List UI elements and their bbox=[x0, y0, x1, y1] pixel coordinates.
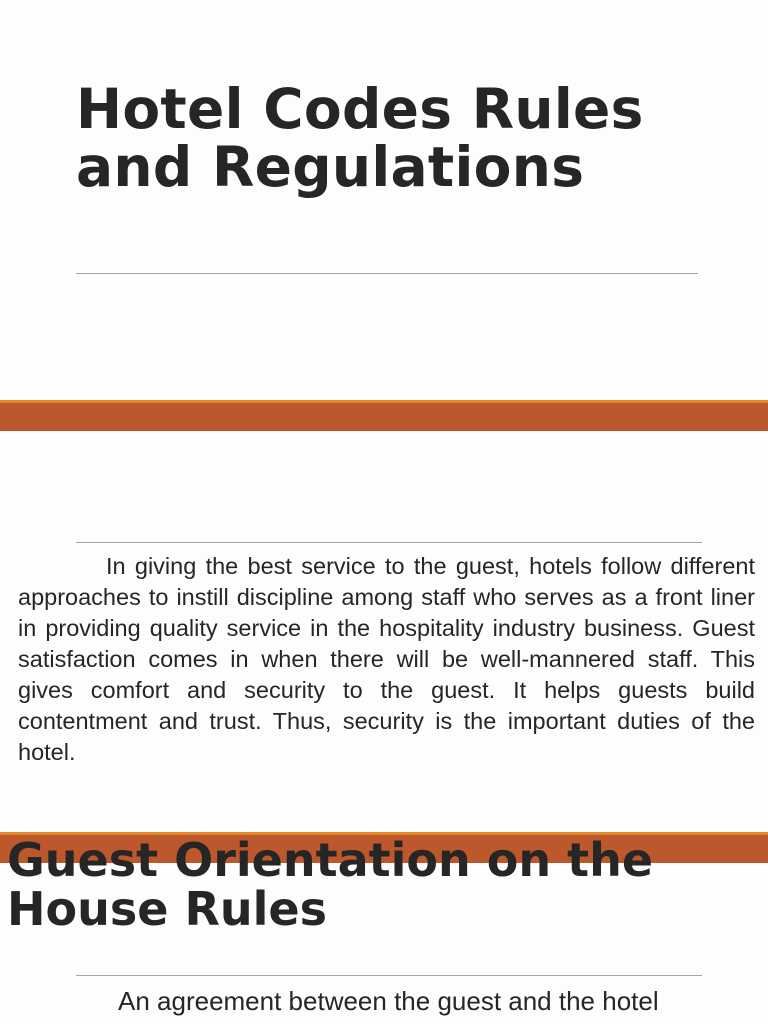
slide-title: Hotel Codes Rules and Regulations bbox=[76, 77, 644, 199]
slide-content bbox=[0, 431, 768, 833]
slide-title: Guest Orientation on the House Rules bbox=[7, 833, 654, 936]
slide-house-rules bbox=[0, 833, 768, 1024]
slide-title-slide bbox=[0, 0, 768, 402]
slide-body-text: In giving the best service to the guest, hotels follow different approaches to instill discipline among staff who serves as a front liner in providing quality service in the hospitality industry business. Guest satisfaction comes in when there will be well-mannered staff. This gives comfort and security to the guest. It helps guests build contentment and trust. Thus, security is the important duties of the hotel. bbox=[18, 553, 755, 765]
slide-separator-band bbox=[0, 400, 768, 431]
title-divider bbox=[76, 273, 698, 274]
content-divider bbox=[76, 975, 702, 976]
content-divider bbox=[76, 542, 702, 543]
slide-body-text: An agreement between the guest and the hotel bbox=[118, 986, 659, 1016]
